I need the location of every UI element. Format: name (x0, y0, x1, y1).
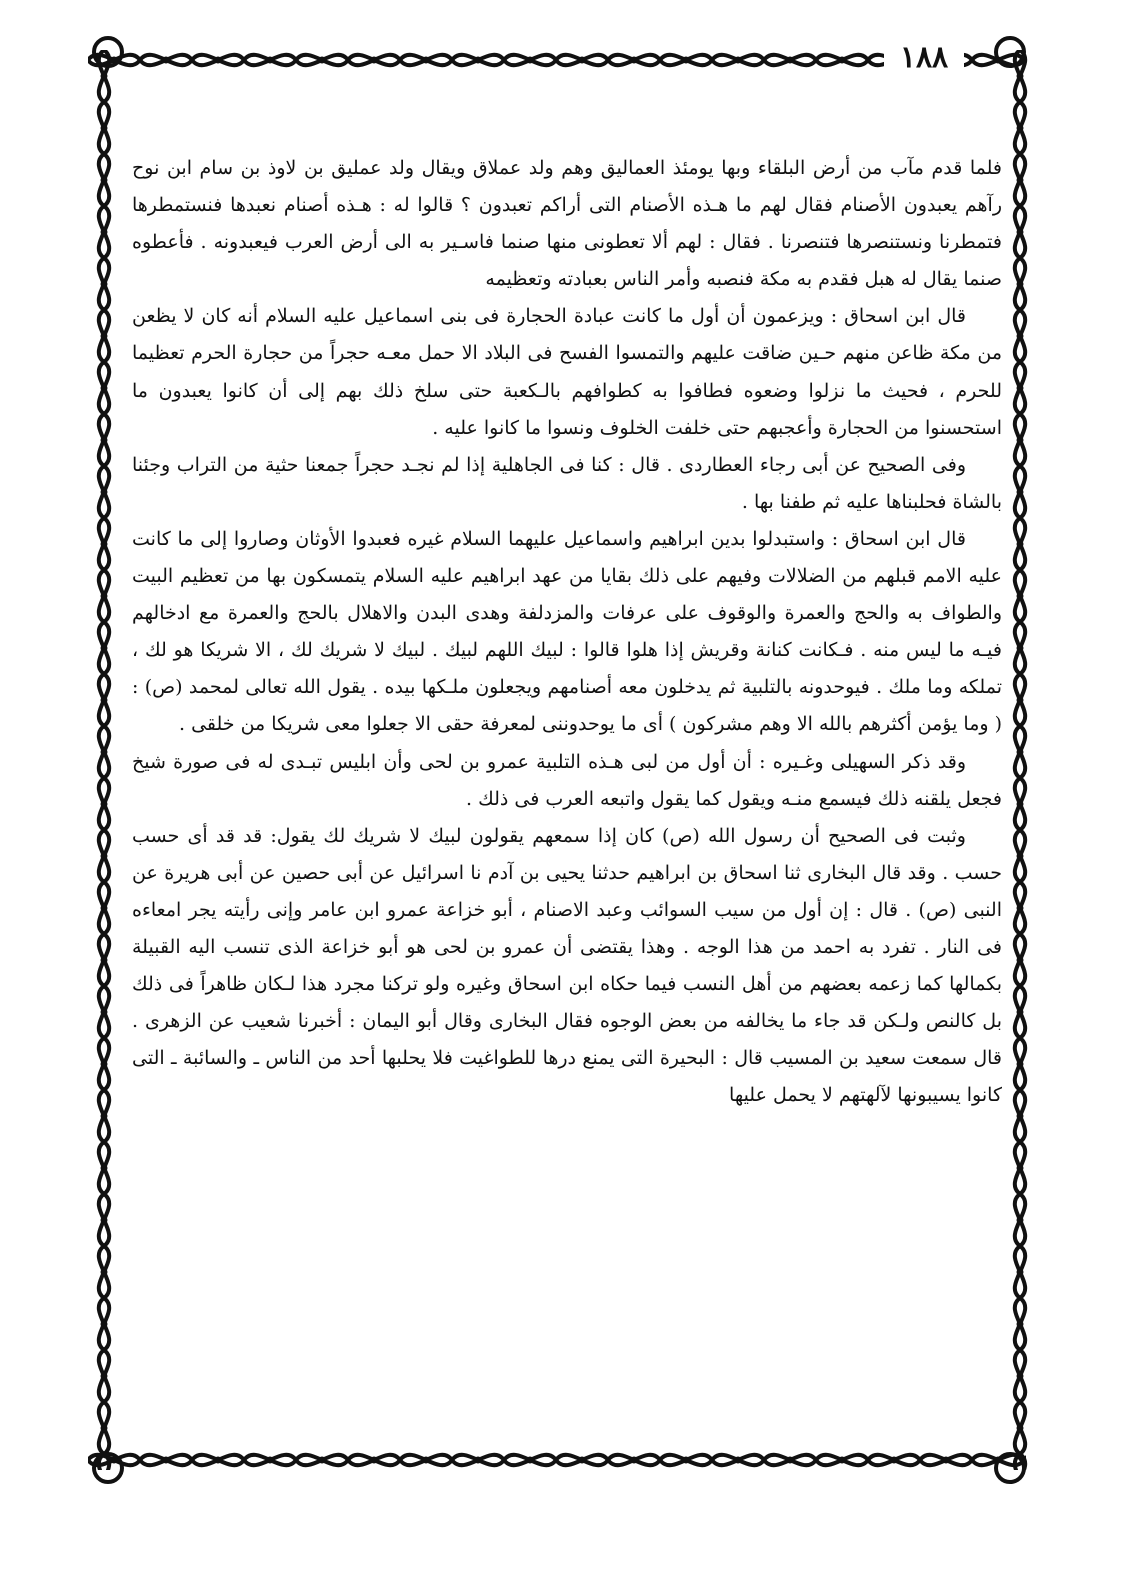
border-left (88, 50, 128, 1470)
main-text (132, 150, 1002, 1420)
paragraph: قال ابن اسحاق : ويزعمون أن أول ما كانت عبادة الحجارة فى بنى اسماعيل عليه السلام أنه كان لا يظعن من مكة ظاعن منهم حـين ضاقت عليهم والتمسوا الفسح فى البلاد الا حمل معـه حجراً من حجارة الحرم تعظيما للحرم ، فحيث ما نزلوا وضعوه فطافوا به كطوافهم بالـكعبة حتى سلخ ذلك بهم إلى أن كانوا يعبدون ما استحسنوا من الحجارة وأعجبهم حتى خلفت الخلوف ونسوا ما كانوا عليه . (132, 305, 1002, 439)
page-number: ١٨٨ (884, 38, 964, 78)
paragraph: فلما قدم مآب من أرض البلقاء وبها يومئذ العماليق وهم ولد عملاق ويقال ولد عمليق بن لاوذ بن سام ابن نوح رآهم يعبدون الأصنام فقال لهم ما هـذه الأصنام التى أراكم تعبدون ؟ قالوا له : هـذه أصنام نعبدها فنستمطرها فتمطرنا ونستنصرها فتنصرنا . فقال : لهم ألا تعطونى منها صنما فاسـير به الى أرض العرب فيعبدونه . فأعطوه صنما يقال له هبل فقدم به مكة فنصبه وأمر الناس بعبادته وتعظيمه (132, 157, 1002, 291)
paragraph: وثبت فى الصحيح أن رسول الله (ص) كان إذا سمعهم يقولون لبيك لا شريك لك يقول: قد قد أى حسب حسب . وقد قال البخارى ثنا اسحاق بن ابراهيم حدثنا يحيى بن آدم نا اسرائيل عن أبى حصين عن أبى هريرة عن النبى (ص) . قال : إن أول من سيب السوائب وعبد الاصنام ، أبو خزاعة عمرو ابن عامر وإنى رأيته يجر امعاءه فى النار . تفرد به احمد من هذا الوجه . وهذا يقتضى أن عمرو بن لحى هو أبو خزاعة الذى تنسب اليه القبيلة بكمالها كما زعمه بعضهم من أهل النسب فيما حكاه ابن اسحاق وغيره ولو تركنا مجرد هذا لـكان ظاهراً فى ذلك بل كالنص ولـكن قد جاء ما يخالفه من بعض الوجوه فقال البخارى وقال أبو اليمان : أخبرنا شعيب عن الزهرى . قال سمعت سعيد بن المسيب قال : البحيرة التى يمنع درها للطواغيت فلا يحلبها أحد من الناس ـ والسائبة ـ التى كانوا يسيبونها لآلهتهم لا يحمل عليها (132, 824, 1002, 1107)
border-bottom (88, 1448, 1026, 1488)
paragraph: وفى الصحيح عن أبى رجاء العطاردى . قال : كنا فى الجاهلية إذا لم نجـد حجراً جمعنا حثية من التراب وجئنا بالشاة فحلبناها عليه ثم طفنا بها . (132, 453, 1002, 513)
paragraph: قال ابن اسحاق : واستبدلوا بدين ابراهيم واسماعيل عليهما السلام غيره فعبدوا الأوثان وصاروا إلى ما كانت عليه الامم قبلهم من الضلالات وفيهم على ذلك بقايا من عهد ابراهيم عليه السلام يتمسكون بها من تعظيم البيت والطواف به والحج والعمرة والوقوف على عرفات والمزدلفة وهدى البدن والاهلال بالحج والعمرة مع ادخالهم فيـه ما ليس منه . فـكانت كنانة وقريش إذا هلوا قالوا : لبيك اللهم لبيك . لبيك لا شريك لك ، الا شريكا هو لك ، تملكه وما ملك . فيوحدونه بالتلبية ثم يدخلون معه أصنامهم ويجعلون ملـكها بيده . يقول الله تعالى لمحمد (ص) : ( وما يؤمن أكثرهم بالله الا وهم مشركون ) أى ما يوحدوننى لمعرفة حقى الا جعلوا معى شريكا من خلقى . (132, 527, 1002, 736)
paragraph: وقد ذكر السهيلى وغـيره : أن أول من لبى هـذه التلبية عمرو بن لحى وأن ابليس تبـدى له فى صورة شيخ فجعل يلقنه ذلك فيسمع منـه ويقول كما يقول واتبعه العرب فى ذلك . (132, 750, 1002, 810)
